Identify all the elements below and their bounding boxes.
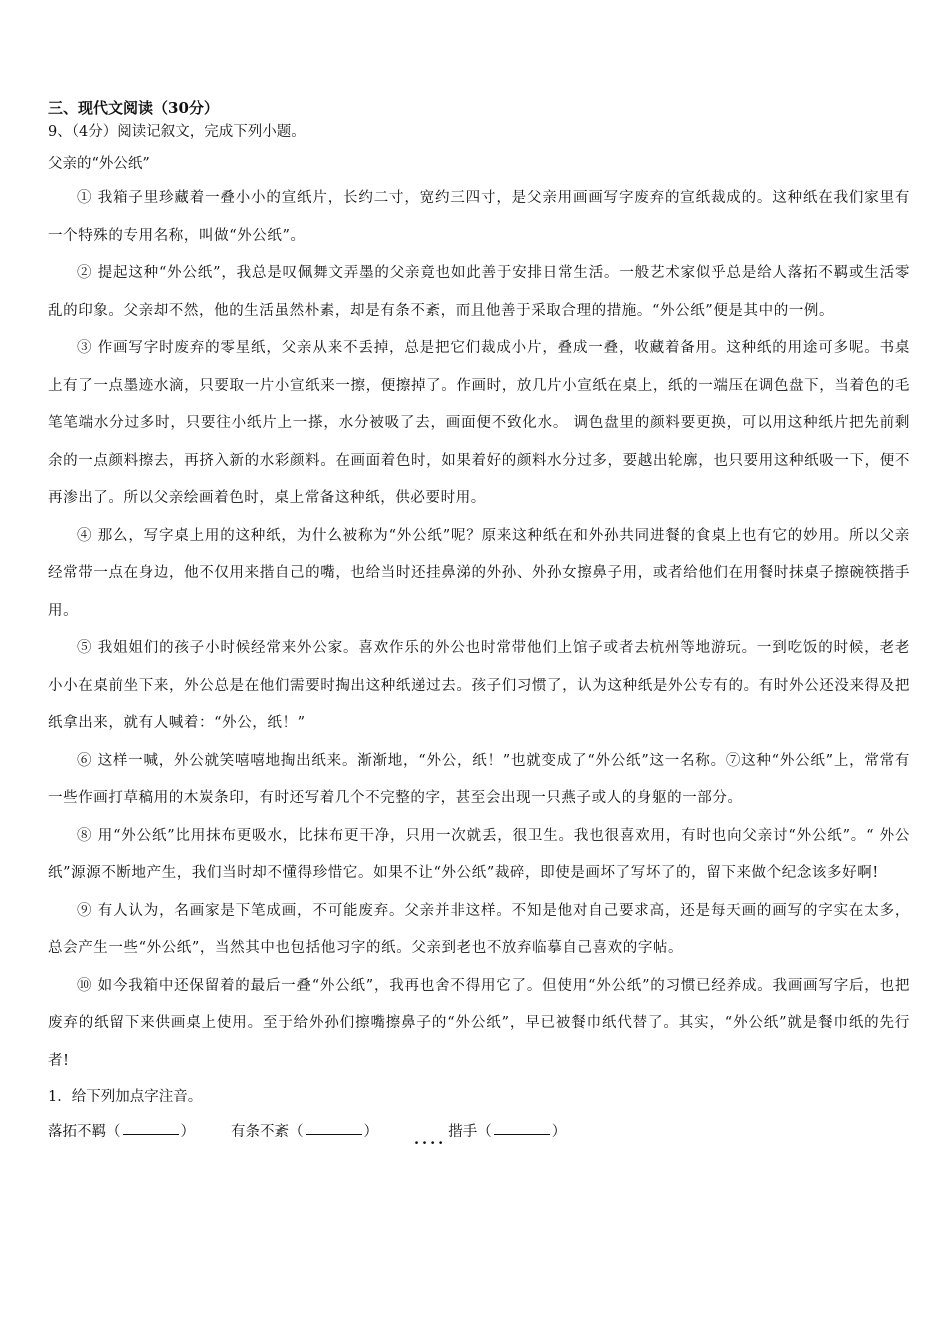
- answer-item-2-close: ）: [363, 1124, 378, 1140]
- paragraph-9: ⑨ 有人认为，名画家是下笔成画，不可能废弃。父亲并非这样。不知是他对自己要求高，还是每天画的画写的字实在太多，总会产生一些“外公纸”，当然其中也包括他习字的纸。父亲到老也不放弃临摹自己喜欢的字帖。: [48, 902, 910, 956]
- answer-item-1-close: ）: [180, 1124, 195, 1140]
- answer-item-2-label: 有条不紊（: [231, 1124, 304, 1140]
- emphasis-dots: ....: [414, 1131, 447, 1148]
- paragraph-10: ⑩ 如今我箱中还保留着的最后一叠“外公纸”，我再也舍不得用它了。但使用“外公纸”的习惯已经养成。我画画写字后，也把废弃的纸留下来供画桌上使用。至于给外孙们擦嘴擦鼻子的“外公纸”，早已被餐巾纸代替了。其实，“外公纸”就是餐巾纸的先行者!: [48, 977, 910, 1069]
- paragraph-8: ⑧ 用“外公纸”比用抹布更吸水，比抹布更干净，只用一次就丢，很卫生。我也很喜欢用，有时也向父亲讨“外公纸”。“ 外公纸”源源不断地产生，我们当时却不懂得珍惜它。如果不让“外公纸”裁碎，即使是画坏了写坏了的，留下来做个纪念该多好啊!: [48, 827, 910, 881]
- article-title: 父亲的“外公纸”: [48, 156, 150, 172]
- paragraph-5: ⑤ 我姐姐们的孩子小时候经常来外公家。喜欢作乐的外公也时常带他们上馆子或者去杭州等地游玩。一到吃饭的时候，老老小小在桌前坐下来，外公总是在他们需要时掏出这种纸递过去。孩子们习惯了，认为这种纸是外公专有的。有时外公还没来得及把纸拿出来，就有人喊着：“外公，纸！”: [48, 640, 910, 731]
- section-title: 三、现代文阅读（30分）: [48, 99, 219, 117]
- answer-blank-3[interactable]: [494, 1116, 550, 1135]
- answer-item-3-label: 揩手（: [448, 1124, 492, 1140]
- paragraph-2: ② 提起这种“外公纸”，我总是叹佩舞文弄墨的父亲竟也如此善于安排日常生活。一般艺术家似乎总是给人落拓不羁或生活零乱的印象。父亲却不然，他的生活虽然朴素，却是有条不紊，而且他善于采取合理的措施。“外公纸”便是其中的一例。: [48, 265, 910, 319]
- answer-blank-1[interactable]: [123, 1116, 179, 1135]
- paragraph-6: ⑥ 这样一喊，外公就笑嘻嘻地掏出纸来。渐渐地，“外公，纸！”也就变成了“外公纸”这一名称。⑦这种“外公纸”上，常常有一些作画打草稿用的木炭条印，有时还写着几个不完整的字，甚至会出现一只燕子或人的身躯的一部分。: [48, 752, 910, 806]
- paragraph-1: ① 我箱子里珍藏着一叠小小的宣纸片，长约二寸，宽约三四寸，是父亲用画画写字废弃的宣纸裁成的。这种纸在我们家里有一个特殊的专用名称，叫做“外公纸”。: [48, 190, 910, 244]
- answer-item-1-label: 落拓不羁（: [48, 1124, 121, 1140]
- paragraph-4: ④ 那么，写字桌上用的这种纸，为什么被称为“外公纸”呢？原来这种纸在和外孙共同进餐的食桌上也有它的妙用。所以父亲经常带一点在身边，他不仅用来揩自己的嘴，也给当时还挂鼻涕的外孙、外孙女擦鼻子用，或者给他们在用餐时抹桌子擦碗筷揩手用。: [48, 527, 910, 619]
- answer-item-3-close: ）: [551, 1124, 567, 1140]
- answer-item-1: [48, 1116, 195, 1148]
- answer-row: [48, 1116, 910, 1156]
- answer-item-2: [231, 1116, 378, 1148]
- question-header: 9、（4分）阅读记叙文，完成下列小题。: [48, 124, 306, 140]
- answer-item-3: [414, 1116, 566, 1156]
- answer-blank-2[interactable]: [306, 1116, 362, 1135]
- sub-question: 1．给下列加点字注音。: [48, 1089, 203, 1105]
- paragraph-3: ③ 作画写字时废弃的零星纸，父亲从来不丢掉，总是把它们裁成小片，叠成一叠，收藏着备用。这种纸的用途可多呢。书桌上有了一点墨迹水滴，只要取一片小宣纸来一擦，便擦掉了。作画时，放几片小宣纸在桌上，纸的一端压在调色盘下，当着色的毛笔笔端水分过多时，只要往小纸片上一搽，水分被吸了去，画面便不致化水。 调色盘里的颜料要更换，可以用这种纸片把先前剩余的一点颜料擦去，再挤入新的水彩颜料。在画面着色时，如果着好的颜料水分过多，要越出轮廓，也只要用这种纸吸一下，便不再渗出了。所以父亲绘画着色时，桌上常备这种纸，供必要时用。: [48, 340, 910, 506]
- document-page: [48, 96, 910, 1156]
